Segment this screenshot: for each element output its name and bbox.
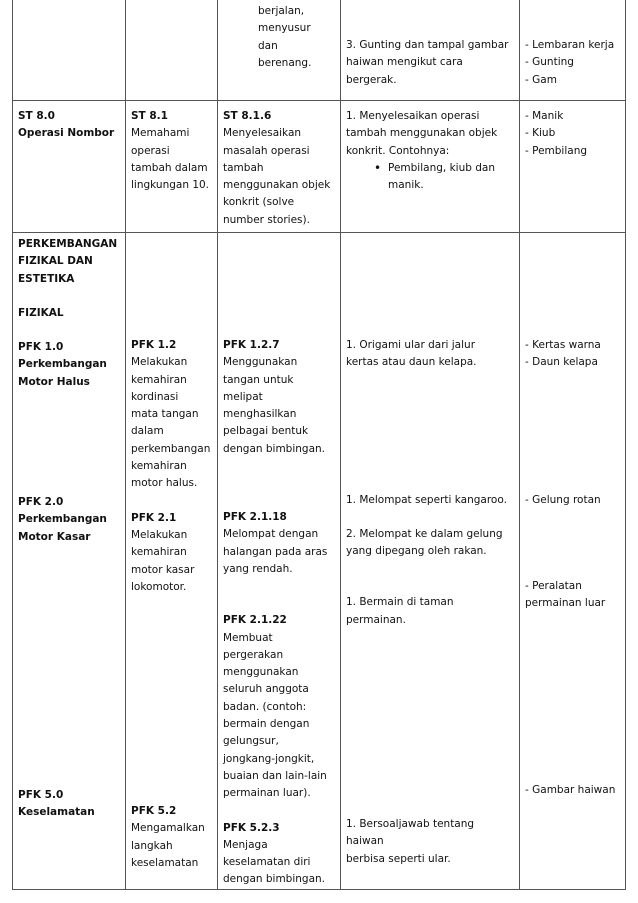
table-cell	[126, 0, 218, 101]
text-line: perkembangan	[131, 442, 211, 455]
text-line: langkah	[131, 839, 173, 852]
table-cell	[520, 0, 626, 101]
text-line: tangan untuk	[223, 373, 294, 386]
text-line: kordinasi	[131, 390, 179, 403]
learning-standard-code: ST 8.1	[131, 110, 168, 122]
text-line: pelbagai bentuk	[223, 425, 309, 438]
text-line: kemahiran	[131, 373, 187, 386]
text-line: operasi	[131, 144, 170, 157]
table-cell	[520, 233, 626, 890]
text-line: Memahami	[131, 127, 190, 140]
standard-code: PFK 2.0	[18, 496, 64, 509]
table-cell	[218, 0, 341, 101]
text-line: kemahiran	[131, 460, 187, 473]
table-cell	[126, 101, 218, 233]
material-item: - Kiub	[525, 127, 556, 140]
text-line: keselamatan	[131, 857, 199, 870]
text-line: Membuat	[223, 631, 273, 644]
table-cell	[13, 101, 126, 233]
activity-text	[341, 0, 519, 89]
text-line: konkrit (solve	[223, 196, 295, 209]
objective-code: PFK 1.2.7	[223, 339, 280, 351]
subsection-heading: FIZIKAL	[18, 306, 64, 319]
table-cell	[341, 233, 520, 890]
list-item	[376, 160, 515, 195]
objective-code: PFK 2.1.22	[223, 614, 287, 627]
text-line: permainan luar).	[223, 787, 311, 800]
text-line: kemahiran	[131, 546, 187, 559]
text-line: Melakukan	[131, 528, 188, 541]
text-line: bergerak.	[346, 73, 397, 86]
objective-code: ST 8.1.6	[223, 110, 272, 122]
material-item: - Daun kelapa	[525, 356, 598, 369]
material-item: - Manik	[525, 110, 564, 122]
text-line: seluruh anggota	[223, 683, 309, 696]
text-line: menggunakan	[223, 666, 299, 679]
objective-code: PFK 5.2.3	[223, 821, 280, 834]
text-line: tambah menggunakan objek	[346, 127, 498, 140]
material-item: - Pembilang	[525, 144, 588, 157]
table-cell	[341, 101, 520, 233]
text-line: 1. Origami ular dari jalur	[346, 339, 476, 351]
text-line: dengan bimbingan.	[223, 442, 326, 455]
section-heading: FIZIKAL DAN	[18, 255, 93, 268]
material-item: - Gam	[525, 73, 557, 86]
standard-code: ST 8.0	[18, 110, 55, 122]
text-line: number stories).	[223, 213, 310, 226]
text-line: mata tangan	[131, 408, 199, 421]
standard-title: Motor Kasar	[18, 530, 91, 543]
objective-code: PFK 2.1.18	[223, 511, 287, 524]
text-line: menghasilkan	[223, 408, 297, 421]
text-line: pergerakan	[223, 648, 284, 661]
text-line: berjalan,	[258, 5, 305, 17]
table-cell	[218, 101, 341, 233]
text-line: 3. Gunting dan tampal gambar	[346, 39, 509, 51]
table-cell	[520, 101, 626, 233]
text-line: tambah dalam	[131, 161, 208, 174]
material-item: - Lembaran kerja	[525, 39, 615, 51]
standard-title: Perkembangan	[18, 513, 107, 526]
text-line: Mengamalkan	[131, 822, 205, 835]
material-item: - Gunting	[525, 56, 574, 69]
text-line: Menyelesaikan	[223, 127, 302, 140]
text-line: keselamatan diri	[223, 856, 311, 869]
materials-list	[520, 0, 625, 89]
text-line: dengan bimbingan.	[223, 873, 326, 886]
text-line: Menggunakan	[223, 356, 298, 369]
material-item: - Gelung rotan	[525, 493, 601, 506]
standard-title: Perkembangan	[18, 358, 107, 371]
text-line: • Pembilang, kiub dan	[388, 161, 495, 174]
text-line: dalam	[131, 425, 164, 438]
text-line: berbisa seperti ular.	[346, 852, 451, 865]
text-line: tambah	[223, 161, 264, 174]
continued-objective	[218, 0, 340, 72]
text-line: Menjaga	[223, 838, 268, 851]
text-line: 1. Menyelesaikan operasi	[346, 110, 480, 122]
text-line: Melakukan	[131, 356, 188, 369]
lesson-plan-table	[12, 0, 626, 890]
text-line: motor halus.	[131, 477, 198, 490]
standard-title: Motor Halus	[18, 375, 90, 388]
text-line: yang dipegang oleh rakan.	[346, 545, 487, 558]
text-line: konkrit. Contohnya:	[346, 144, 450, 157]
standard-title: Keselamatan	[18, 806, 95, 819]
text-line: melipat	[223, 390, 263, 403]
bullet-list	[346, 160, 515, 195]
table-cell	[126, 233, 218, 890]
text-line: bermain dengan	[223, 718, 310, 731]
text-line: lingkungan 10.	[131, 179, 210, 192]
text-line: Melompat dengan	[223, 528, 319, 541]
material-item: permainan luar	[525, 597, 606, 610]
text-line: 1. Bersoaljawab tentang haiwan	[346, 818, 475, 848]
table-cell	[13, 233, 126, 890]
text-line: masalah operasi	[223, 144, 310, 157]
learning-standard-code: PFK 2.1	[131, 511, 177, 524]
section-heading: ESTETIKA	[18, 272, 75, 285]
table-row	[13, 101, 626, 233]
text-line: 1. Bermain di taman permainan.	[346, 596, 454, 626]
text-line: 1. Melompat seperti kangaroo.	[346, 493, 507, 506]
text-line: menggunakan objek	[223, 179, 331, 192]
table-cell	[218, 233, 341, 890]
material-item: - Kertas warna	[525, 339, 601, 351]
standard-title: Operasi Nombor	[18, 127, 115, 140]
text-line: halangan pada aras	[223, 545, 328, 558]
text-line: jongkang-jongkit,	[223, 752, 315, 765]
text-line: 2. Melompat ke dalam gelung	[346, 527, 503, 540]
table-cell	[13, 0, 126, 101]
material-item: - Gambar haiwan	[525, 784, 616, 797]
text-line: manik.	[388, 179, 424, 192]
text-line: dan	[258, 39, 278, 52]
text-line: menyusur	[258, 22, 311, 35]
standard-code: PFK 5.0	[18, 788, 64, 801]
table-row	[13, 233, 626, 890]
table-row	[13, 0, 626, 101]
text-line: yang rendah.	[223, 562, 293, 575]
learning-standard-code: PFK 5.2	[131, 805, 177, 818]
section-heading: PERKEMBANGAN	[18, 238, 118, 250]
text-line: badan. (contoh:	[223, 700, 307, 713]
text-line: berenang.	[258, 56, 312, 69]
text-line: haiwan mengikut cara	[346, 56, 463, 69]
text-line: motor kasar	[131, 563, 195, 576]
standard-code: PFK 1.0	[18, 341, 64, 354]
text-line: buaian dan lain-lain	[223, 769, 327, 782]
text-line: kertas atau daun kelapa.	[346, 356, 477, 369]
text-line: gelungsur,	[223, 735, 279, 748]
text-line: lokomotor.	[131, 580, 187, 593]
material-item: - Peralatan	[525, 579, 582, 592]
learning-standard-code: PFK 1.2	[131, 339, 177, 351]
table-cell	[341, 0, 520, 101]
